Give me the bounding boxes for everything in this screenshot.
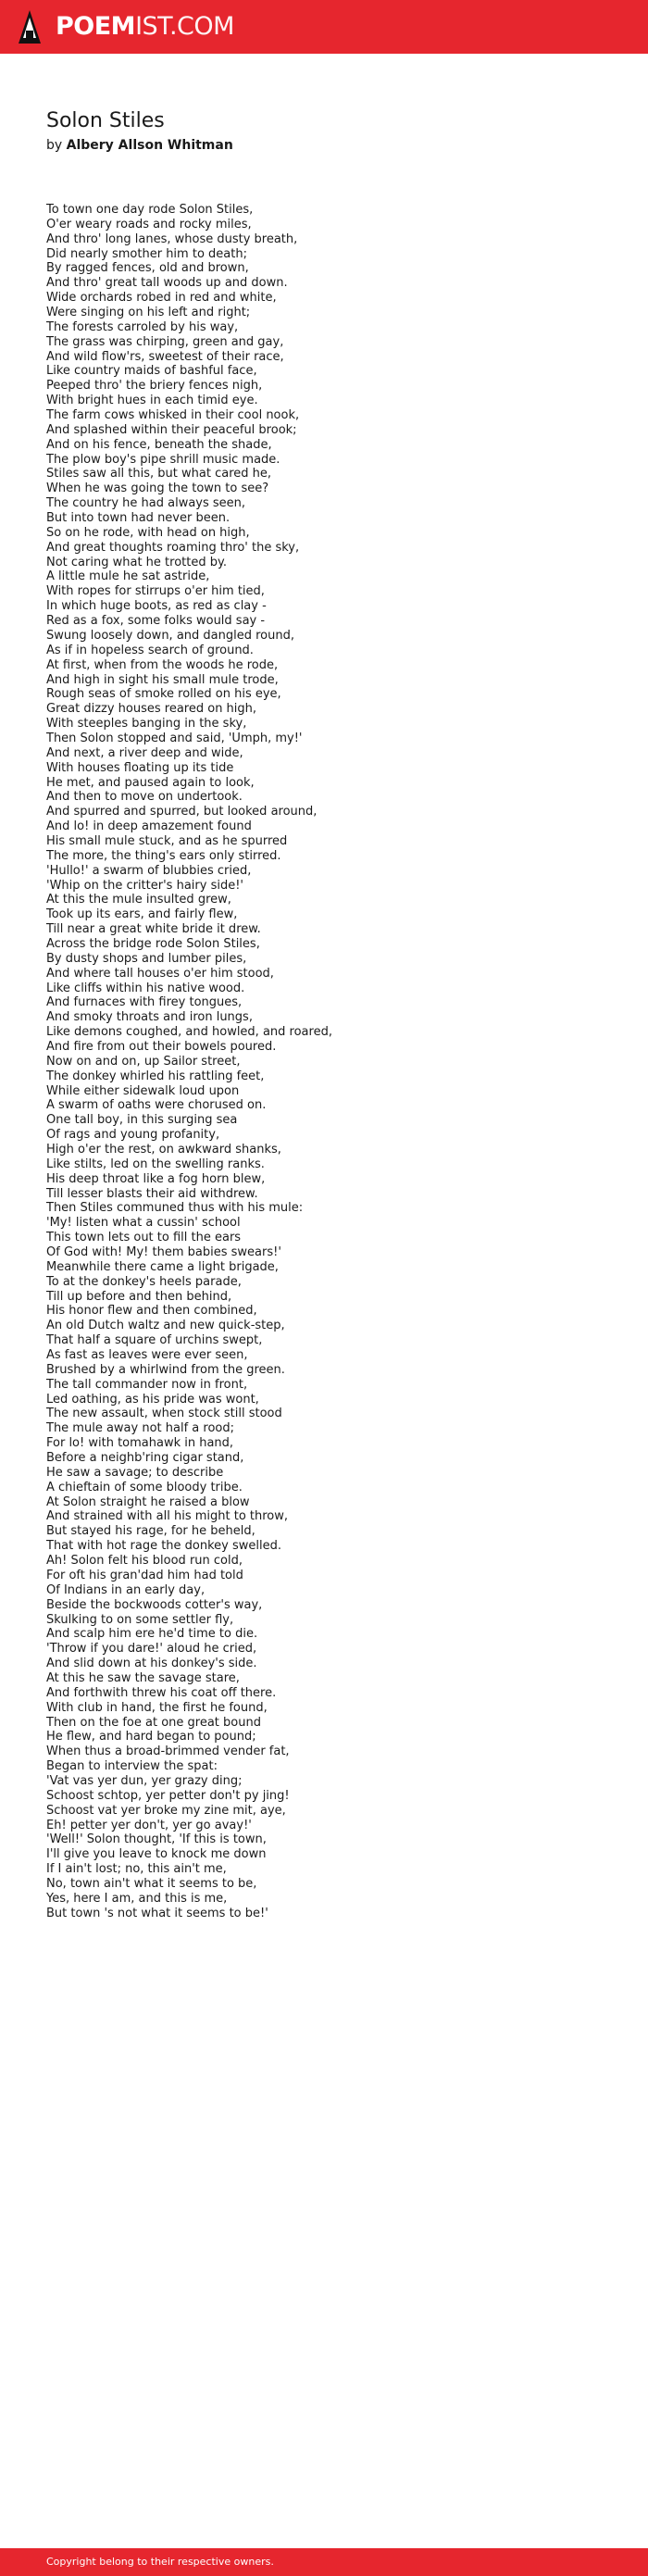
poem-line: And lo! in deep amazement found	[46, 819, 252, 834]
poem-line: And great thoughts roaming thro' the sky,	[46, 540, 300, 555]
poem-line: By dusty shops and lumber piles,	[46, 951, 247, 966]
poem-line: At Solon straight he raised a blow	[46, 1494, 250, 1509]
poem-line: The country he had always seen,	[46, 496, 246, 511]
poem-line: Not caring what he trotted by.	[46, 555, 227, 569]
poem-line: And forthwith threw his coat off there.	[46, 1685, 277, 1700]
poem-line: And slid down at his donkey's side.	[46, 1657, 257, 1671]
poem-line: And thro' great tall woods up and down.	[46, 276, 288, 291]
poem-line: To at the donkey's heels parade,	[46, 1274, 242, 1289]
poem-line: And splashed within their peaceful brook;	[46, 422, 297, 437]
site-header	[0, 0, 648, 54]
poem-line: 'Vat vas yer dun, yer grazy ding;	[46, 1773, 243, 1788]
poem-line: One tall boy, in this surging sea	[46, 1113, 238, 1128]
poem-line: In which huge boots, as red as clay -	[46, 599, 267, 614]
copyright-text: Copyright belong to their respective owners.	[46, 2556, 274, 2568]
poem-line: Skulking to on some settler fly,	[46, 1612, 234, 1627]
poem-line: High o'er the rest, on awkward shanks,	[46, 1143, 281, 1157]
poem-line: No, town ain't what it seems to be,	[46, 1876, 257, 1891]
poem-line: He met, and paused again to look,	[46, 775, 255, 790]
poem-line: He flew, and hard began to pound;	[46, 1730, 256, 1744]
poem-line: With steeples banging in the sky,	[46, 717, 247, 732]
poem-line: O'er weary roads and rocky miles,	[46, 217, 252, 231]
poem-line: And scalp him ere he'd time to die.	[46, 1627, 258, 1642]
logo-light-text: IST.COM	[135, 12, 234, 41]
poem-line: And on his fence, beneath the shade,	[46, 437, 272, 452]
poem-line: And next, a river deep and wide,	[46, 745, 243, 760]
poem-line: Brushed by a whirlwind from the green.	[46, 1362, 285, 1377]
poem-line: His small mule stuck, and as he spurred	[46, 833, 288, 848]
poem-line: Stiles saw all this, but what cared he,	[46, 467, 272, 481]
poem-line: Till up before and then behind,	[46, 1289, 232, 1304]
poem-line: With houses floating up its tide	[46, 760, 234, 775]
site-logo[interactable]	[56, 13, 234, 41]
poem-line: To town one day rode Solon Stiles,	[46, 203, 254, 217]
poem-line: And high in sight his small mule trode,	[46, 672, 279, 687]
poem-line: An old Dutch waltz and new quick-step,	[46, 1319, 285, 1333]
poem-line: But stayed his rage, for he beheld,	[46, 1524, 255, 1539]
poem-line: As fast as leaves were ever seen,	[46, 1348, 248, 1363]
poem-line: But into town had never been.	[46, 511, 231, 526]
poem-line: Of Indians in an early day,	[46, 1582, 206, 1597]
poem-line: Beside the bockwoods cotter's way,	[46, 1597, 263, 1612]
poem-line: With ropes for stirrups o'er him tied,	[46, 584, 265, 599]
poem-line: The tall commander now in front,	[46, 1377, 248, 1392]
poem-line: If I ain't lost; no, this ain't me,	[46, 1862, 227, 1877]
poem-line: 'Whip on the critter's hairy side!'	[46, 878, 243, 893]
poem-line: The new assault, when stock still stood	[46, 1407, 282, 1421]
poem-line: Like demons coughed, and howled, and roared,	[46, 1025, 332, 1040]
poem-line: Till lesser blasts their aid withdrew.	[46, 1186, 258, 1201]
poem-line: The forests carroled by his way,	[46, 319, 239, 334]
poem-line: Yes, here I am, and this is me,	[46, 1891, 228, 1906]
poem-body	[46, 203, 620, 1921]
poem-line: And fire from out their bowels poured.	[46, 1039, 277, 1054]
poem-line: Then on the foe at one great bound	[46, 1715, 261, 1730]
ink-bottle-icon[interactable]	[17, 8, 43, 45]
poem-line: At first, when from the woods he rode,	[46, 657, 279, 672]
poem-line: Of God with! My! them babies swears!'	[46, 1245, 281, 1260]
poem-line: And strained with all his might to throw,	[46, 1509, 289, 1524]
poem-line: For lo! with tomahawk in hand,	[46, 1436, 234, 1451]
poem-line: And then to move on undertook.	[46, 790, 243, 805]
poem-line: A little mule he sat astride,	[46, 569, 210, 584]
poem-line: And where tall houses o'er him stood,	[46, 966, 274, 981]
poem-line: 'Well!' Solon thought, 'If this is town,	[46, 1832, 267, 1847]
poem-line: Were singing on his left and right;	[46, 306, 251, 320]
poem-line: As if in hopeless search of ground.	[46, 643, 254, 657]
poem-line: Swung loosely down, and dangled round,	[46, 628, 294, 643]
poem-line: The farm cows whisked in their cool nook,	[46, 408, 300, 423]
poem-line: This town lets out to fill the ears	[46, 1231, 242, 1245]
poem-line: His honor flew and then combined,	[46, 1304, 257, 1319]
poem-line: Red as a fox, some folks would say -	[46, 614, 266, 629]
poem-line: A chieftain of some bloody tribe.	[46, 1480, 243, 1494]
poem-line: Eh! petter yer don't, yer go avay!'	[46, 1818, 252, 1832]
poem-line: Like stilts, led on the swelling ranks.	[46, 1157, 265, 1171]
poem-line: He saw a savage; to describe	[46, 1465, 224, 1480]
site-footer	[0, 2548, 648, 2576]
byline	[46, 136, 233, 155]
poem-line: Great dizzy houses reared on high,	[46, 702, 257, 717]
poem-line: Schoost vat yer broke my zine mit, aye,	[46, 1803, 286, 1818]
poem-line: But town 's not what it seems to be!'	[46, 1906, 268, 1920]
poem-line: Ah! Solon felt his blood run cold,	[46, 1554, 243, 1569]
poem-line: The more, the thing's ears only stirred.	[46, 848, 281, 863]
poem-line: And spurred and spurred, but looked around,	[46, 805, 318, 819]
poem-line: And wild flow'rs, sweetest of their race,	[46, 349, 284, 364]
poem-line: Of rags and young profanity,	[46, 1128, 220, 1143]
poem-line: That with hot rage the donkey swelled.	[46, 1539, 282, 1554]
poem-line: Like country maids of bashful face,	[46, 364, 257, 379]
poem-line: The plow boy's pipe shrill music made.	[46, 452, 280, 467]
poem-line: When thus a broad-brimmed vender fat,	[46, 1744, 290, 1759]
poem-line: Peeped thro' the briery fences nigh,	[46, 379, 263, 394]
poem-line: And furnaces with firey tongues,	[46, 995, 243, 1010]
poem-line: At this he saw the savage stare,	[46, 1670, 240, 1685]
poem-line: For oft his gran'dad him had told	[46, 1568, 243, 1582]
poem-line: By ragged fences, old and brown,	[46, 261, 249, 276]
poem-line: With bright hues in each timid eye.	[46, 394, 258, 408]
poem-line: Before a neighb'ring cigar stand,	[46, 1451, 244, 1466]
poem-line: And smoky throats and iron lungs,	[46, 1010, 253, 1025]
poem-line: The donkey whirled his rattling feet,	[46, 1069, 265, 1083]
poem-line: Till near a great white bride it drew.	[46, 922, 261, 937]
poem-line: When he was going the town to see?	[46, 481, 269, 496]
poem-line: I'll give you leave to knock me down	[46, 1847, 267, 1862]
poem-line: The grass was chirping, green and gay,	[46, 334, 284, 349]
poem-line: Across the bridge rode Solon Stiles,	[46, 936, 260, 951]
poem-line: 'Throw if you dare!' aloud he cried,	[46, 1642, 257, 1657]
poem-line: So on he rode, with head on high,	[46, 525, 250, 540]
poem-line: While either sidewalk loud upon	[46, 1083, 240, 1098]
poem-line: Took up its ears, and fairly flew,	[46, 907, 238, 922]
poem-line: That half a square of urchins swept,	[46, 1333, 263, 1348]
author-link[interactable]: Albery Allson Whitman	[66, 138, 233, 153]
poem-line: Rough seas of smoke rolled on his eye,	[46, 687, 281, 702]
poem-line: And thro' long lanes, whose dusty breath,	[46, 231, 298, 246]
poem-line: Schoost schtop, yer petter don't py jing!	[46, 1788, 290, 1803]
poem-line: With club in hand, the first he found,	[46, 1700, 268, 1715]
poem-line: Wide orchards robed in red and white,	[46, 291, 277, 306]
poem-line: Began to interview the spat:	[46, 1759, 218, 1774]
poem-line: Did nearly smother him to death;	[46, 246, 247, 261]
poem-line: A swarm of oaths were chorused on.	[46, 1098, 267, 1113]
poem-line: Like cliffs within his native wood.	[46, 981, 245, 995]
poem-line: Then Solon stopped and said, 'Umph, my!'	[46, 731, 303, 745]
poem-line: Led oathing, as his pride was wont,	[46, 1392, 259, 1407]
poem-line: At this the mule insulted grew,	[46, 893, 231, 907]
by-label: by	[46, 138, 63, 153]
poem-title: Solon Stiles	[46, 109, 165, 132]
poem-line: The mule away not half a rood;	[46, 1421, 234, 1436]
poem-line: Meanwhile there came a light brigade,	[46, 1259, 279, 1274]
poem-line: 'My! listen what a cussin' school	[46, 1216, 241, 1231]
poem-line: 'Hullo!' a swarm of blubbies cried,	[46, 863, 252, 878]
logo-bold-text: POEM	[56, 12, 136, 41]
poem-line: Now on and on, up Sailor street,	[46, 1054, 241, 1069]
poem-line: Then Stiles communed thus with his mule:	[46, 1201, 304, 1216]
poem-line: His deep throat like a fog horn blew,	[46, 1171, 266, 1186]
